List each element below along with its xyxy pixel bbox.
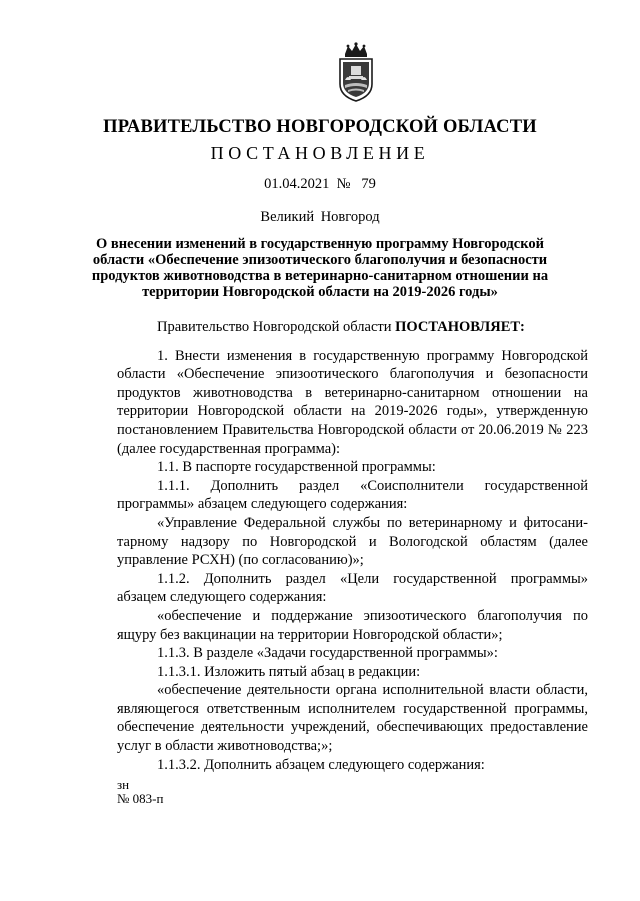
preamble-text: Правительство Новгородской области — [157, 319, 392, 335]
document-footer — [117, 778, 163, 806]
paragraph: 1.1.1. Дополнить раздел «Соисполнители государственной программы» абзацем следующего содержания: — [117, 477, 588, 513]
paragraph: 1.1.2. Дополнить раздел «Цели государственной программы» абзацем следующего содержания: — [117, 570, 588, 606]
paragraph: «Управление Федеральной службы по ветеринарному и фитосани-тарному надзору по Новгородской и Вологодской областям (далее управление РСХН) (по согласованию)»; — [117, 514, 588, 569]
paragraph: «обеспечение и поддержание эпизоотического благополучия по ящуру без вакцинации на территории Новгородской области»; — [117, 607, 588, 643]
organization-name: ПРАВИТЕЛЬСТВО НОВГОРОДСКОЙ ОБЛАСТИ — [103, 117, 537, 137]
paragraph: 1. Внести изменения в государственную программу Новгородской области «Обеспечение эпизоотического благополучия и безопасности продуктов животноводства в ветеринарно-санитарном отношении на территории Новгородской области на 2019-2026 годы», утвержденную постановлением Правительства Новгородской области от 20.06.2019 № 223 (далее государственная программа): — [117, 347, 588, 457]
title-line: продуктов животноводства в ветеринарно-санитарном отношении на — [91, 268, 549, 284]
preamble-bold: ПОСТАНОВЛЯЕТ: — [395, 319, 525, 335]
date-number-line — [0, 176, 640, 193]
document-body — [117, 318, 588, 774]
number-sign: № — [336, 176, 351, 192]
title-line: области «Обеспечение эпизоотического благополучия и безопасности — [92, 252, 548, 268]
paragraph: 1.1.3.1. Изложить пятый абзац в редакции: — [157, 663, 421, 680]
document-title — [0, 236, 640, 300]
paragraph: 1.1.3.2. Дополнить абзацем следующего содержания: — [157, 756, 485, 773]
preamble-paragraph — [117, 318, 588, 337]
footer-code: № 083-п — [117, 791, 164, 806]
document-type: ПОСТАНОВЛЕНИЕ — [210, 143, 430, 163]
document-date: 01.04.2021 — [264, 176, 330, 192]
coat-of-arms-icon — [331, 40, 381, 104]
city-name: Великий Новгород — [260, 209, 380, 225]
title-line: О внесении изменений в государственную программу Новгородской — [96, 236, 544, 252]
footer-initials: зн — [117, 777, 130, 792]
paragraph: «обеспечение деятельности органа исполнительной власти области, являющегося ответственным исполнителем государственной программы, обеспечение деятельности учреждений, обеспечивающих предоставление услуг в области животноводства;»; — [117, 682, 588, 755]
document-number: 79 — [361, 176, 376, 192]
title-line: территории Новгородской области на 2019-2026 годы» — [142, 284, 498, 300]
paragraph: 1.1. В паспорте государственной программы: — [157, 459, 436, 476]
paragraph: 1.1.3. В разделе «Задачи государственной программы»: — [157, 645, 498, 662]
